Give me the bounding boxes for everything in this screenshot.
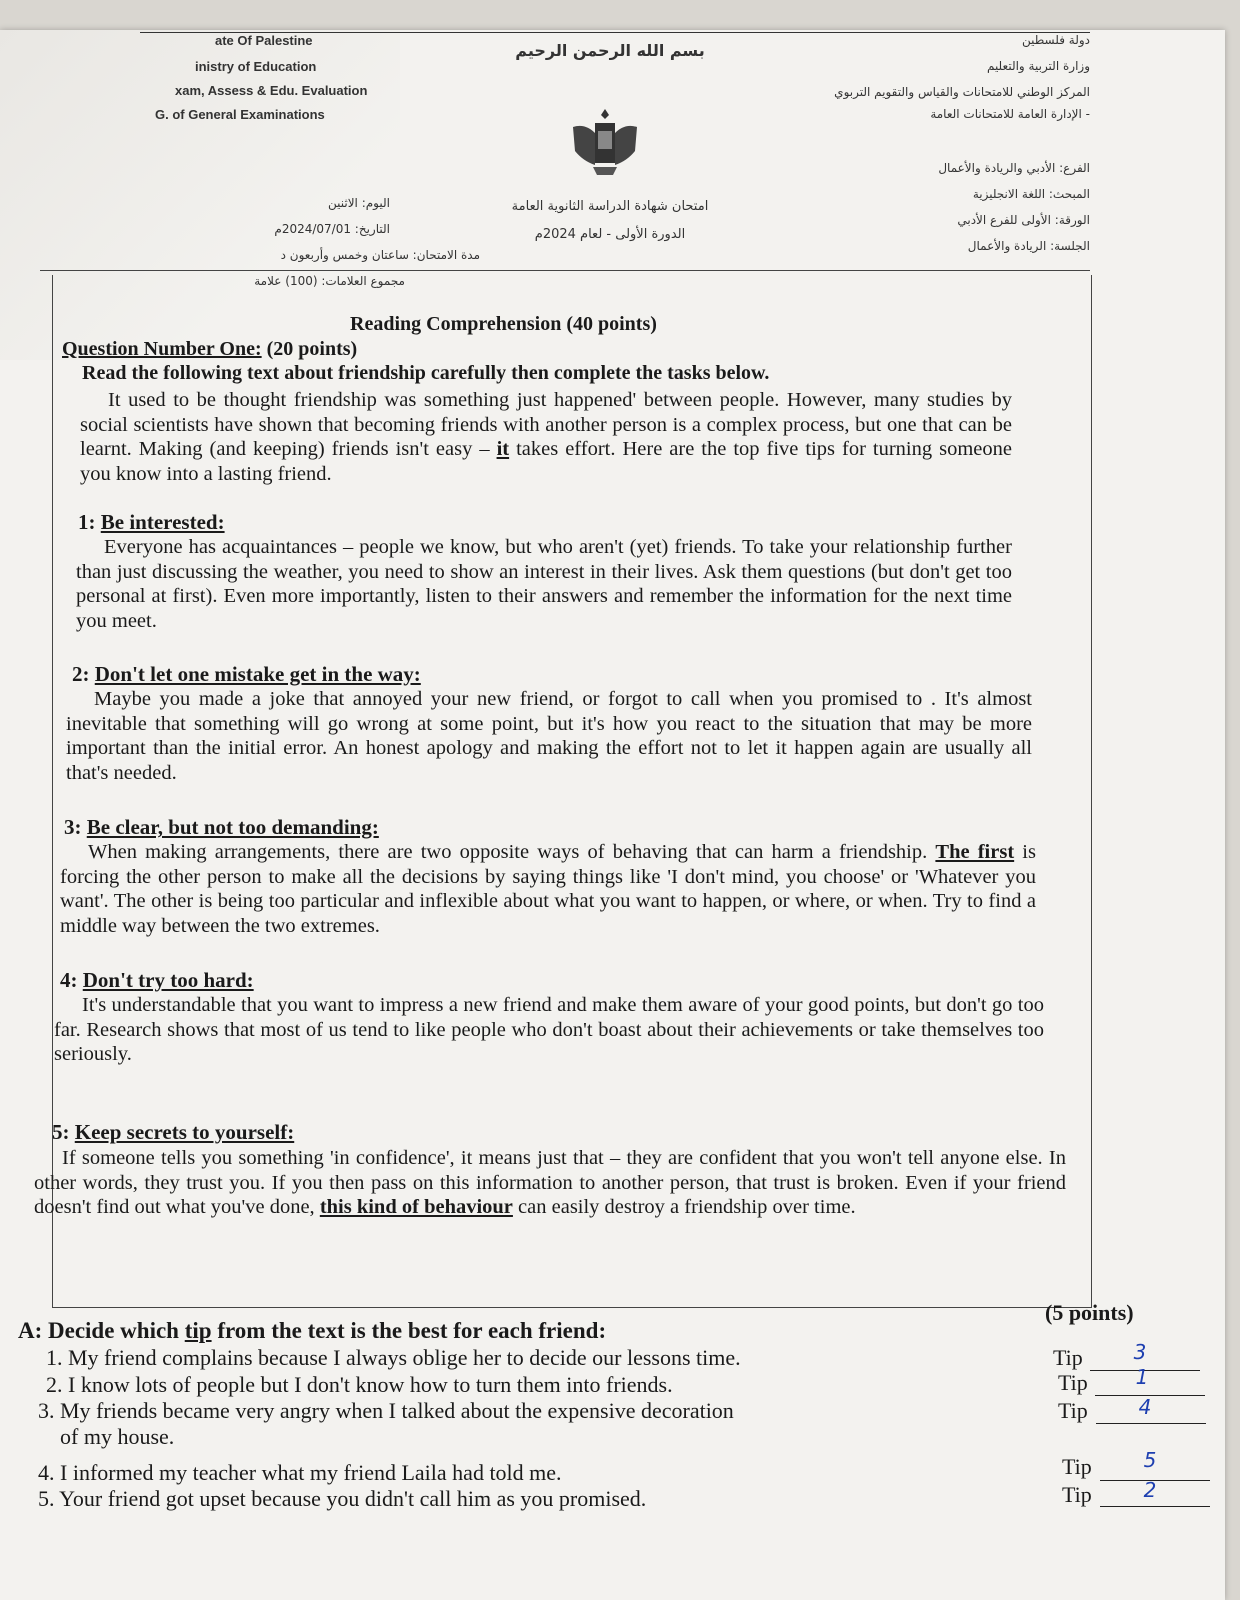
header-ministry: inistry of Education: [195, 59, 317, 74]
tip-3-paragraph: When making arrangements, there are two opposite ways of behaving that can harm a friendship. The first is forcing the other person to make all the decisions by saying things like 'I don't mind, you choose' or 'Whatever you want'. The other is being too particular and inflexible about what you want to happen, or where, or when. Try to find a middle way between the two extremes.: [60, 841, 1036, 937]
handwritten-answer-5: 2: [1143, 1478, 1157, 1502]
tip-label: Tip: [1062, 1482, 1092, 1507]
header-duration: مدة الامتحان: ساعتان وخمس وأربعون د: [280, 248, 480, 262]
header-department: xam, Assess & Edu. Evaluation: [175, 83, 368, 98]
header-directorate: G. of General Examinations: [155, 107, 325, 122]
header-state-ar: دولة فلسطين: [1021, 33, 1090, 47]
exam-title: [390, 193, 830, 249]
header-center-ar: المركز الوطني للامتحانات والقياس والتقويم التربوي: [834, 85, 1090, 99]
handwritten-answer-4: 5: [1143, 1448, 1157, 1472]
header-state: ate Of Palestine: [215, 33, 313, 48]
part-a-points: (5 points): [1045, 1300, 1134, 1325]
part-a-item-1: 1. My friend complains because I always oblige her to decide our lessons time.: [46, 1345, 741, 1370]
tip-3-heading: 3: Be clear, but not too demanding:: [64, 815, 379, 839]
question-points: (20 points): [261, 338, 358, 360]
header-paper: الورقة: الأولى للفرع الأدبي: [957, 213, 1090, 227]
header-directorate-ar: - الإدارة العامة للامتحانات العامة: [930, 107, 1090, 121]
referent-it: it: [496, 438, 510, 460]
part-a-item-2: 2. I know lots of people but I don't know how to turn them into friends.: [46, 1372, 673, 1397]
header-divider: [40, 270, 1090, 271]
header-subject: المبحث: اللغة الانجليزية: [972, 187, 1090, 201]
tip-2-heading: 2: Don't let one mistake get in the way:: [72, 662, 421, 686]
tip-4-heading: 4: Don't try too hard:: [60, 968, 254, 992]
exam-certificate: امتحان شهادة الدراسة الثانوية العامة: [511, 199, 709, 214]
referent-this-kind-of-behaviour: this kind of behaviour: [319, 1196, 513, 1218]
part-a-item-3: 3. My friends became very angry when I talked about the expensive decoration: [38, 1398, 734, 1423]
question-label: Question Number One:: [62, 338, 262, 360]
header-total-marks: مجموع العلامات: (100) علامة: [254, 274, 405, 288]
tip-label: Tip: [1062, 1454, 1092, 1479]
handwritten-answer-2: 1: [1135, 1365, 1149, 1389]
basmala: بسم الله الرحمن الرحيم: [515, 41, 705, 60]
part-a-item-3-cont: of my house.: [60, 1424, 175, 1449]
tip-1-heading: 1: Be interested:: [78, 510, 225, 534]
palestine-eagle-emblem-icon: [565, 103, 645, 183]
header-ministry-ar: وزارة التربية والتعليم: [986, 59, 1090, 73]
part-a-title: A: Decide which tip from the text is the best for each friend:: [18, 1318, 607, 1343]
header-session: الجلسة: الريادة والأعمال: [967, 239, 1090, 253]
header-day: اليوم: الاثنين: [328, 196, 390, 210]
handwritten-answer-1: 3: [1133, 1340, 1147, 1364]
section-title: Reading Comprehension (40 points): [350, 313, 657, 335]
tip-label: Tip: [1058, 1370, 1088, 1395]
answer-line: [1100, 1506, 1210, 1507]
handwritten-answer-3: 4: [1138, 1395, 1152, 1419]
exam-header: [140, 32, 1090, 288]
exam-session: الدورة الأولى - لعام 2024م: [534, 227, 686, 242]
tip-4-paragraph: It's understandable that you want to impress a new friend and make them aware of your good points, but don't go too far. Research shows that most of us tend to like people who don't boast about their achievements or take themselves too seriously.: [54, 994, 1044, 1065]
tip-label: Tip: [1053, 1345, 1083, 1370]
tip-2-paragraph: Maybe you made a joke that annoyed your new friend, or forgot to call when you promised to . It's almost inevitable that something will go wrong at some point, but it's how you react to the situation that may be more important than the initial error. An honest apology and making the effort not to let it happen again are usually all that's needed.: [66, 688, 1032, 784]
part-a-item-5: 5. Your friend got upset because you didn't call him as you promised.: [38, 1486, 647, 1511]
question-instruction: Read the following text about friendship carefully then complete the tasks below.: [82, 362, 770, 384]
tip-5-heading: 5: Keep secrets to yourself:: [52, 1120, 295, 1144]
part-a-item-4: 4. I informed my teacher what my friend Laila had told me.: [38, 1460, 562, 1485]
header-date: التاريخ: 2024/07/01م: [274, 222, 390, 236]
tip-5-paragraph: If someone tells you something 'in confidence', it means just that – they are confident that you won't tell anyone else. In other words, they trust you. If you then pass on this information to another person, that trust is broken. Even if your friend doesn't find out what you've done, this kind of behaviour can easily destroy a friendship over time.: [34, 1147, 1066, 1218]
referent-the-first: The first: [935, 841, 1015, 863]
intro-paragraph: It used to be thought friendship was something just happened' between people. However, many studies by social scientists have shown that becoming friends with another person is a complex process, but one that can be learnt. Making (and keeping) friends isn't easy – it takes effort. Here are the top five tips for turning someone you know into a lasting friend.: [80, 389, 1012, 485]
answer-line: [1096, 1423, 1206, 1424]
header-branch: الفرع: الأدبي والريادة والأعمال: [938, 161, 1090, 175]
tip-label: Tip: [1058, 1398, 1088, 1423]
tip-1-paragraph: Everyone has acquaintances – people we know, but who aren't (yet) friends. To take your relationship further than just discussing the weather, you need to show an interest in their lives. Ask them questions (but don't get too personal at first). Even more importantly, listen to their answers and remember the information for the next time you meet.: [76, 536, 1012, 632]
question-title: [62, 338, 357, 361]
